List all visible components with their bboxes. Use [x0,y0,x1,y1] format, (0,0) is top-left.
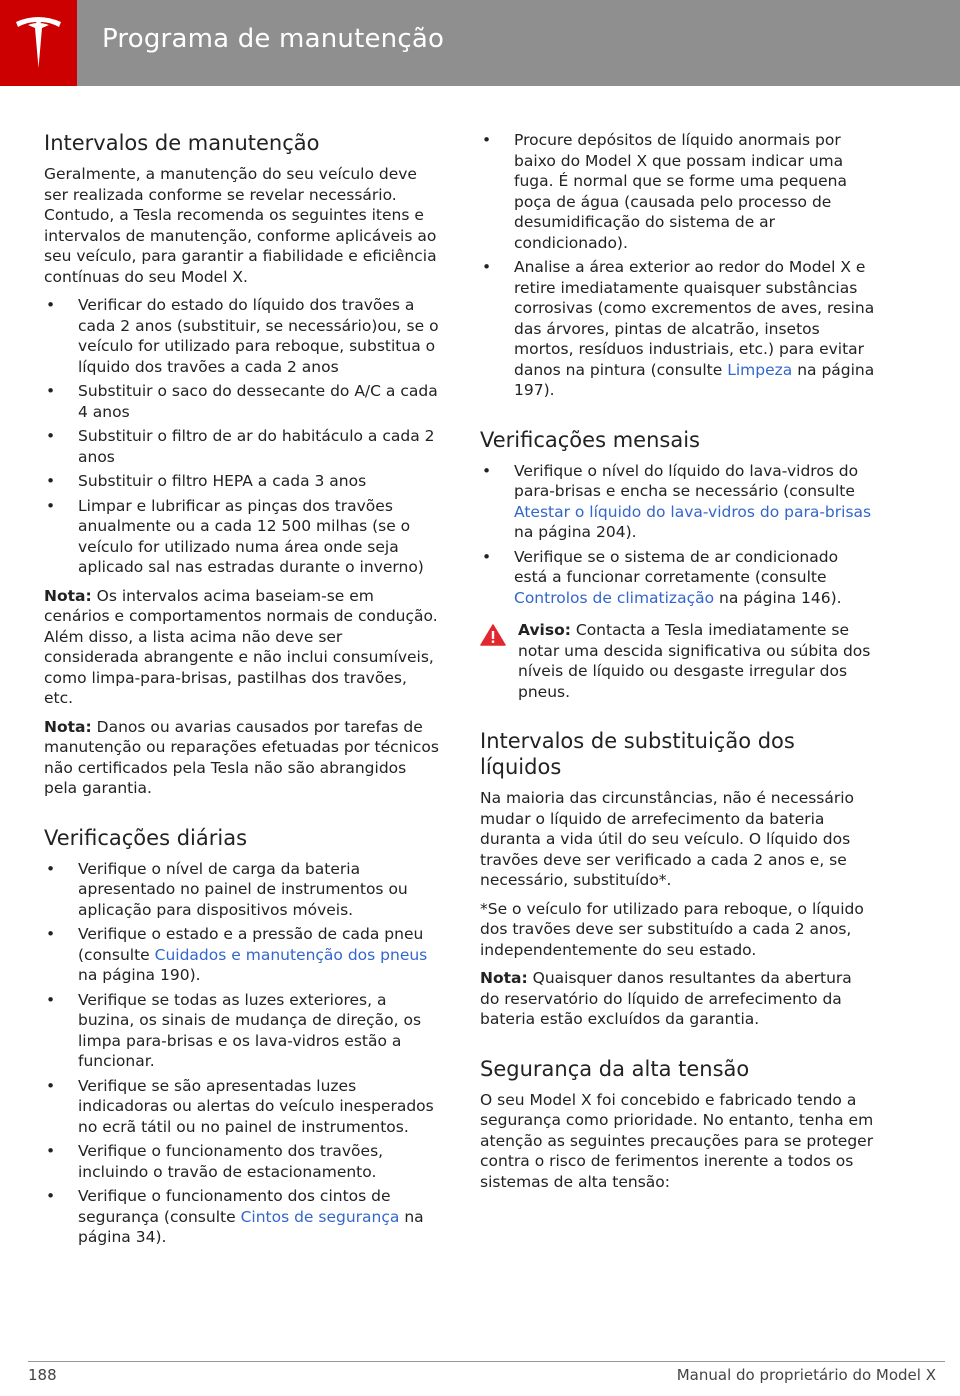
maintenance-intervals-heading: Intervalos de manutenção [44,131,320,155]
cleaning-link[interactable]: Limpeza [727,360,793,379]
tesla-logo-icon [14,14,63,70]
tesla-logo [0,0,77,86]
daily-checks-heading: Verificações diárias [44,825,248,850]
monthly-checks-heading: Verificações mensais [480,427,700,452]
warning-box [480,620,875,702]
list-item: • Procure depósitos de líquido anormais por baixo do Model X que possam indicar uma fuga. É normal que se forme uma pequena poça de água (causada pelo processo de desumidificação do sistema de ar condicionado). [482,131,847,252]
daily-checks-list-continued [480,130,875,401]
list-item: • Verifique se o sistema de ar condicionado está a funcionar corretamente (consulte Controlos de climatização na página 146). [482,547,842,607]
list-item: • Verifique o nível de carga da bateria apresentado no painel de instrumentos ou aplicação para dispositivos móveis. [46,859,408,919]
page-title: Programa de manutenção [102,24,445,54]
list-item: • Verifique se são apresentadas luzes indicadoras ou alertas do veículo inesperados no ecrã tátil ou no painel de instrumentos. [46,1076,434,1136]
list-item: • Verifique o funcionamento dos travões, incluindo o travão de estacionamento. [46,1142,384,1181]
list-item: • Verifique se todas as luzes exteriores, a buzina, os sinais de mudança de direção, os limpa para-brisas e os lava-vidros estão a funcionar. [46,990,422,1070]
warning-text: Aviso: Contacta a Tesla imediatamente se notar uma descida significativa ou súbita dos níveis de líquido ou desgaste irregular dos pneus. [518,621,871,701]
note-warranty: Nota: Danos ou avarias causados por tarefas de manutenção ou reparações efetuadas por técnicos não certificados pela Tesla não são abrangidos pela garantia. [44,717,439,797]
list-item: • Analise a área exterior ao redor do Model X e retire imediatamente quaisquer substâncias corrosivas (como excrementos de aves, resina das árvores, pintas de alcatrão, insetos mortos, resíduos industriais, etc.) para evitar danos na pintura (consulte Limpeza na página 197). [482,258,875,399]
right-column [480,130,875,1200]
left-column [44,130,439,1256]
warning-triangle-icon [480,624,506,646]
seat-belts-link[interactable]: Cintos de segurança [240,1207,400,1226]
daily-checks-list [44,859,439,1248]
list-item: • Substituir o filtro de ar do habitáculo a cada 2 anos [46,427,435,466]
page-number: 188 [28,1366,57,1384]
high-voltage-heading: Segurança da alta tensão [480,1056,750,1081]
list-item: • Limpar e lubrificar as pinças dos travões anualmente ou a cada 12 500 milhas (se o veículo for utilizado numa área onde seja aplicado sal nas estradas durante o inverno) [46,496,424,576]
fluid-footnote: *Se o veículo for utilizado para reboque, o líquido dos travões deve ser substituído a cada 2 anos, independentemente do seu estado. [480,899,864,959]
monthly-checks-list [480,461,875,609]
tire-care-link[interactable]: Cuidados e manutenção dos pneus [154,945,428,964]
fluid-paragraph: Na maioria das circunstâncias, não é necessário mudar o líquido de arrefecimento da bateria duranta a vida útil do seu veículo. O líquido dos travões deve ser verificado a cada 2 anos e, se necessário, substituído*. [480,789,855,889]
list-item: • Verifique o funcionamento dos cintos de segurança (consulte Cintos de segurança na página 34). [46,1187,424,1246]
washer-fluid-link[interactable]: Atestar o líquido do lava-vidros do para-brisas [514,502,872,521]
intervals-list [44,295,439,578]
fluid-intervals-heading: Intervalos de substituição dos líquidos [480,729,795,779]
list-item: • Verifique o nível do líquido do lava-vidros do para-brisas e encha se necessário (consulte Atestar o líquido do lava-vidros do para-brisas na página 204). [482,461,872,541]
list-item: • Verificar do estado do líquido dos travões a cada 2 anos (substituir, se necessário)ou, se o veículo for utilizado para reboque, substitua o líquido dos travões a cada 2 anos [46,296,439,376]
page-header [0,0,960,86]
list-item: • Substituir o filtro HEPA a cada 3 anos [46,472,367,490]
intervals-intro: Geralmente, a manutenção do seu veículo deve ser realizada conforme se revelar necessário. Contudo, a Tesla recomenda os seguintes itens e intervalos de manutenção, conforme aplicáveis ao seu veículo, para garantir a fiabilidade e eficiência contínuas do seu Model X. [44,165,437,286]
list-item: • Substituir o saco do dessecante do A/C a cada 4 anos [46,382,438,421]
note-intervals: Nota: Os intervalos acima baseiam-se em cenários e comportamentos normais de condução. Além disso, a lista acima não deve ser considerada abrangente e não inclui consumíveis, como limpa-para-brisas, pastilhas dos travões, etc. [44,586,438,707]
climate-controls-link[interactable]: Controlos de climatização [514,588,715,607]
list-item: • Verifique o estado e a pressão de cada pneu (consulte Cuidados e manutenção dos pneus na página 190). [46,925,428,984]
high-voltage-paragraph: O seu Model X foi concebido e fabricado tendo a segurança como prioridade. No entanto, tenha em atenção as seguintes precauções para se proteger contra o risco de ferimentos inerente a todos os sistemas de alta tensão: [480,1090,874,1191]
note-coolant: Nota: Quaisquer danos resultantes da abertura do reservatório do líquido de arrefecimento da bateria estão excluídos da garantia. [480,969,852,1028]
footer-divider [28,1361,945,1362]
footer-title: Manual do proprietário do Model X [676,1366,936,1384]
